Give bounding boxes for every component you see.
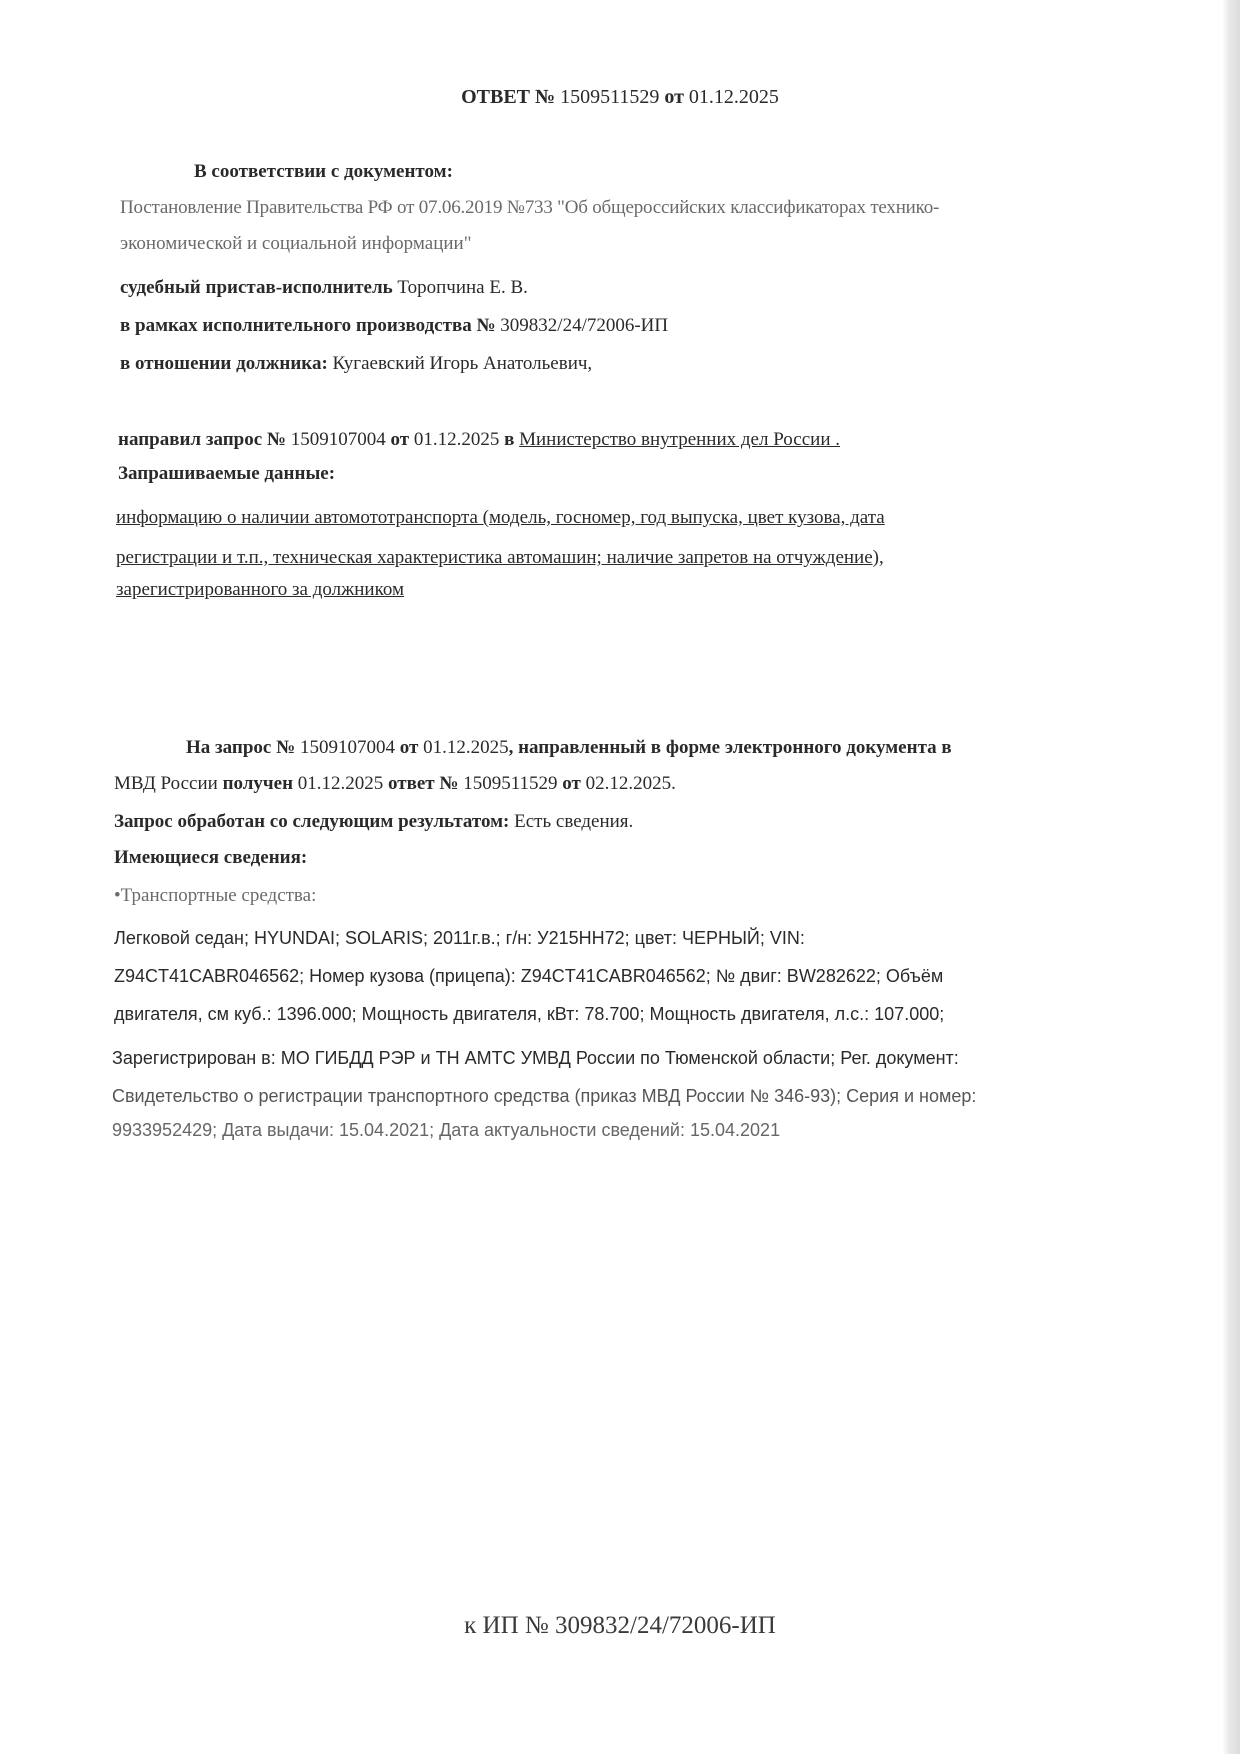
proceeding-label: в рамках исполнительного производства № [120, 315, 496, 336]
info-line5: Свидетельство о регистрации транспортного средства (приказ МВД России № 346-93); Серия и номер: [112, 1086, 977, 1106]
response-from-label: от [399, 737, 419, 758]
response-to-request-label: На запрос № [186, 737, 296, 758]
response-request-date: 01.12.2025 [423, 737, 509, 758]
bailiff-line [120, 276, 528, 300]
result-value: Есть сведения. [514, 811, 634, 832]
info-line1: Легковой седан; HYUNDAI; SOLARIS; 2011г.в.; г/н: У215НН72; цвет: ЧЕРНЫЙ; VIN: [114, 928, 805, 948]
response-received-date: 01.12.2025 [297, 773, 384, 794]
requested-data-line3: зарегистрированного за должником [116, 579, 405, 600]
available-info-label: Имеющиеся сведения: [114, 847, 308, 868]
result-label: Запрос обработан со следующим результатом: [114, 811, 510, 832]
basis-label: В соответствии с документом: [194, 161, 453, 182]
request-line [118, 428, 840, 452]
response-sent-form-label: , направленный в форме электронного документа в [508, 737, 952, 758]
info-line2: Z94CT41CABR046562; Номер кузова (прицепа): Z94CT41CABR046562; № двиг: BW282622; Объём [114, 966, 944, 986]
response-answer-label: ответ № [388, 773, 459, 794]
basis-document-line2: экономической и социальной информации" [120, 233, 472, 254]
bailiff-name: Торопчина Е. В. [397, 277, 528, 298]
proceeding-line [120, 314, 668, 338]
proceeding-number: 309832/24/72006-ИП [500, 315, 669, 336]
answer-from-label: от [664, 86, 684, 108]
footer-proceeding-ref: к ИП № 309832/24/72006-ИП [464, 1612, 776, 1639]
request-number: 1509107004 [290, 429, 386, 450]
document-title [0, 86, 1240, 109]
response-request-number: 1509107004 [299, 737, 395, 758]
response-agency: МВД России [114, 773, 218, 794]
requested-data-line2: регистрации и т.п., техническая характеристика автомашин; наличие запретов на отчуждение), [116, 547, 884, 568]
request-recipient: Министерство внутренних дел России . [519, 429, 840, 450]
debtor-label: в отношении должника: [120, 353, 328, 374]
request-from-label: от [390, 429, 410, 450]
answer-number: 1509511529 [560, 86, 660, 108]
request-date: 01.12.2025 [413, 429, 500, 450]
answer-date: 01.12.2025 [688, 86, 779, 108]
basis-document-line1: Постановление Правительства РФ от 07.06.2019 №733 "Об общероссийских классификаторах технико- [120, 197, 940, 218]
response-from-label2: от [562, 773, 581, 794]
requested-data-label: Запрашиваемые данные: [118, 463, 336, 484]
info-category: •Транспортные средства: [114, 885, 317, 906]
scan-edge-shadow [1222, 0, 1240, 1754]
info-line3: двигателя, см куб.: 1396.000; Мощность двигателя, кВт: 78.700; Мощность двигателя, л.с.: 107.000; [114, 1004, 945, 1024]
response-answer-date: 02.12.2025. [585, 773, 676, 794]
debtor-name: Кугаевский Игорь Анатольевич, [332, 353, 593, 374]
request-sent-label: направил запрос № [118, 429, 287, 450]
result-line [114, 810, 633, 834]
requested-data-line1: информацию о наличии автомототранспорта (модель, госномер, год выпуска, цвет кузова, дата [116, 507, 885, 528]
debtor-line [120, 352, 592, 376]
answer-label: ОТВЕТ № [461, 86, 556, 108]
info-line6: 9933952429; Дата выдачи: 15.04.2021; Дата актуальности сведений: 15.04.2021 [112, 1120, 781, 1140]
response-line1 [186, 736, 952, 760]
bailiff-label: судебный пристав-исполнитель [120, 277, 393, 298]
info-line4: Зарегистрирован в: МО ГИБДД РЭР и ТН АМТС УМВД России по Тюменской области; Рег. документ: [112, 1048, 959, 1068]
response-line2 [114, 772, 676, 796]
response-answer-number: 1509511529 [463, 773, 558, 794]
request-to-label: в [504, 429, 515, 450]
response-received-label: получен [222, 773, 294, 794]
